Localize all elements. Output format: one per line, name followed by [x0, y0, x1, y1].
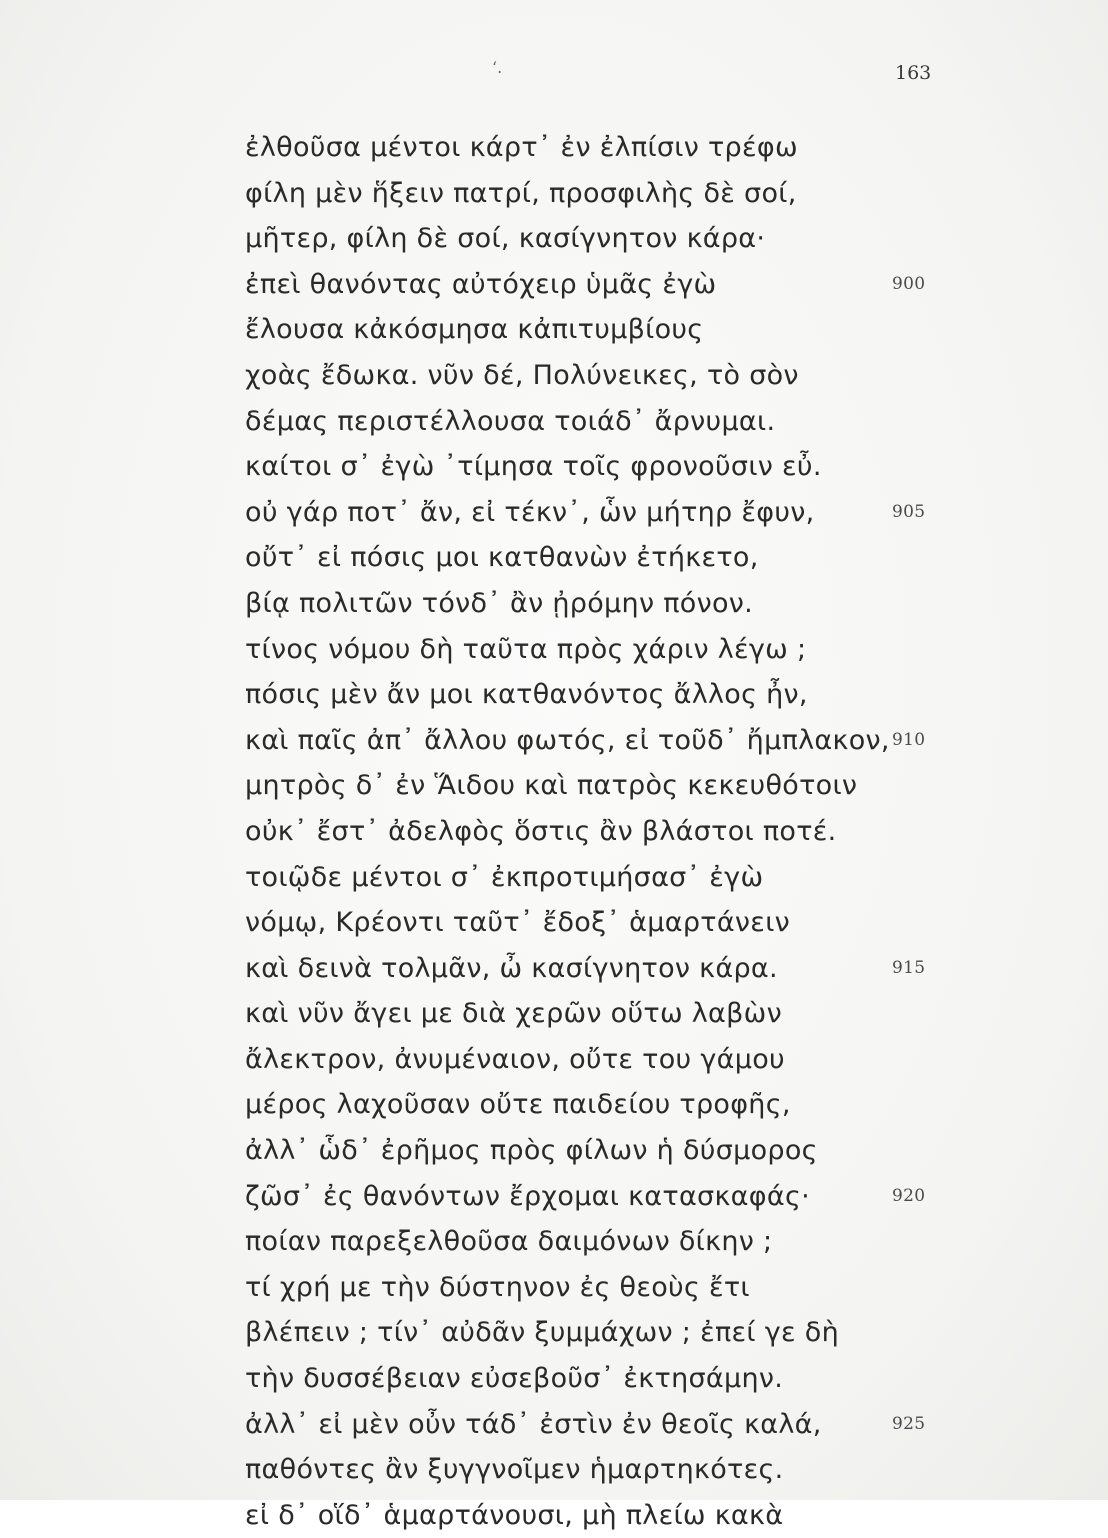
- verse-line: [245, 1356, 925, 1402]
- verse-line-text: οὐκ᾽ ἔστ᾽ ἀδελφὸς ὅστις ἂν βλάστοι ποτέ.: [245, 815, 837, 847]
- verse-line-text: καὶ νῦν ἄγει με διὰ χερῶν οὕτω λαβὼν: [245, 998, 782, 1030]
- verse-line: [245, 946, 925, 992]
- verse-line: [245, 307, 925, 353]
- verse-line-text: καίτοι σ᾽ ἐγὼ ᾽τίμησα τοῖς φρονοῦσιν εὖ.: [245, 451, 822, 483]
- verse-line-text: ἐπεὶ θανόντας αὐτόχειρ ὑμᾶς ἐγὼ: [245, 268, 717, 300]
- line-number: 915: [892, 957, 926, 978]
- verse-line: [245, 809, 925, 855]
- verse-line-text: εἰ δ᾽ οἵδ᾽ ἁμαρτάνουσι, μὴ πλείω κακὰ: [245, 1499, 784, 1531]
- verse-line-text: μῆτερ, φίλη δὲ σοί, κασίγνητον κάρα·: [245, 223, 766, 255]
- verse-line-text: μητρὸς δ᾽ ἐν Ἅιδου καὶ πατρὸς κεκευθότοιν: [245, 770, 858, 802]
- verse-line-text: βλέπειν ; τίν᾽ αὐδᾶν ξυμμάχων ; ἐπεί γε δὴ: [245, 1317, 840, 1349]
- verse-line: [245, 1219, 925, 1265]
- verse-line-text: ἀλλ᾽ ὧδ᾽ ἐρῆμος πρὸς φίλων ἡ δύσμορος: [245, 1135, 818, 1167]
- verse-line: [245, 1447, 925, 1493]
- verse-line-text: ἄλεκτρον, ἀνυμέναιον, οὔτε του γάμου: [245, 1043, 785, 1075]
- verse-line: [245, 991, 925, 1037]
- verse-line: [245, 171, 925, 217]
- line-number: 920: [892, 1185, 926, 1206]
- verse-line-text: ποίαν παρεξελθοῦσα δαιμόνων δίκην ;: [245, 1226, 773, 1258]
- verse-line: [245, 490, 925, 536]
- verse-line-text: οὐ γάρ ποτ᾽ ἄν, εἰ τέκν᾽, ὧν μήτηρ ἔφυν,: [245, 496, 815, 528]
- verse-line-text: καὶ δεινὰ τολμᾶν, ὦ κασίγνητον κάρα.: [245, 952, 778, 984]
- verse-line: [245, 125, 925, 171]
- verse-line-text: ἀλλ᾽ εἰ μὲν οὖν τάδ᾽ ἐστὶν ἐν θεοῖς καλά,: [245, 1408, 822, 1440]
- verse-line: [245, 672, 925, 718]
- verse-line: [245, 1265, 925, 1311]
- verse-line-text: ἔλουσα κἀκόσμησα κἀπιτυμβίους: [245, 314, 704, 346]
- verse-line-text: δέμας περιστέλλουσα τοιάδ᾽ ἄρνυμαι.: [245, 405, 776, 437]
- verse-line-text: τοιῷδε μέντοι σ᾽ ἐκπροτιμήσασ᾽ ἐγὼ: [245, 861, 764, 893]
- verse-line-text: καὶ παῖς ἀπ᾽ ἄλλου φωτός, εἰ τοῦδ᾽ ἤμπλακον,: [245, 724, 890, 756]
- line-number: 905: [892, 501, 926, 522]
- line-number: 910: [892, 729, 926, 750]
- verse-line: [245, 763, 925, 809]
- verse-line: [245, 1037, 925, 1083]
- verse-line-text: τίνος νόμου δὴ ταῦτα πρὸς χάριν λέγω ;: [245, 633, 807, 665]
- verse-line: [245, 581, 925, 627]
- verse-line-text: μέρος λαχοῦσαν οὔτε παιδείου τροφῆς,: [245, 1089, 791, 1121]
- verse-line-text: νόμῳ, Κρέοντι ταῦτ᾽ ἔδοξ᾽ ἁμαρτάνειν: [245, 907, 791, 939]
- verse-line-text: χοὰς ἔδωκα. νῦν δέ, Πολύνεικες, τὸ σὸν: [245, 359, 799, 391]
- verse-line: [245, 855, 925, 901]
- print-mark: ‘.: [492, 58, 503, 77]
- verse-line: [245, 353, 925, 399]
- verse-line-text: βίᾳ πολιτῶν τόνδ᾽ ἂν ᾐρόμην πόνον.: [245, 587, 754, 619]
- line-number: 900: [892, 273, 926, 294]
- verse-line-text: φίλη μὲν ἥξειν πατρί, προσφιλὴς δὲ σοί,: [245, 177, 797, 209]
- verse-line: [245, 216, 925, 262]
- verse-line: [245, 262, 925, 308]
- line-number: 925: [892, 1413, 926, 1434]
- verse-line-text: ζῶσ᾽ ἐς θανόντων ἔρχομαι κατασκαφάς·: [245, 1180, 811, 1212]
- page-number: 163: [895, 62, 932, 84]
- verse-line-text: παθόντες ἂν ξυγγνοῖμεν ἡμαρτηκότες.: [245, 1454, 784, 1486]
- verse-line: [245, 627, 925, 673]
- verse-block: [245, 125, 925, 1538]
- verse-line-text: τὴν δυσσέβειαν εὐσεβοῦσ᾽ ἐκτησάμην.: [245, 1363, 784, 1395]
- verse-line: [245, 444, 925, 490]
- verse-line: [245, 718, 925, 764]
- verse-line: [245, 1082, 925, 1128]
- verse-line: [245, 900, 925, 946]
- verse-line: [245, 1128, 925, 1174]
- verse-line: [245, 1402, 925, 1448]
- verse-line: [245, 1174, 925, 1220]
- verse-line-text: ἐλθοῦσα μέντοι κάρτ᾽ ἐν ἐλπίσιν τρέφω: [245, 132, 798, 163]
- verse-line: [245, 1310, 925, 1356]
- verse-line-text: οὔτ᾽ εἰ πόσις μοι κατθανὼν ἐτήκετο,: [245, 542, 759, 574]
- verse-line: [245, 535, 925, 581]
- verse-line: [245, 399, 925, 445]
- verse-line-text: πόσις μὲν ἄν μοι κατθανόντος ἄλλος ἦν,: [245, 679, 808, 711]
- verse-line-text: τί χρή με τὴν δύστηνον ἐς θεοὺς ἔτι: [245, 1271, 750, 1303]
